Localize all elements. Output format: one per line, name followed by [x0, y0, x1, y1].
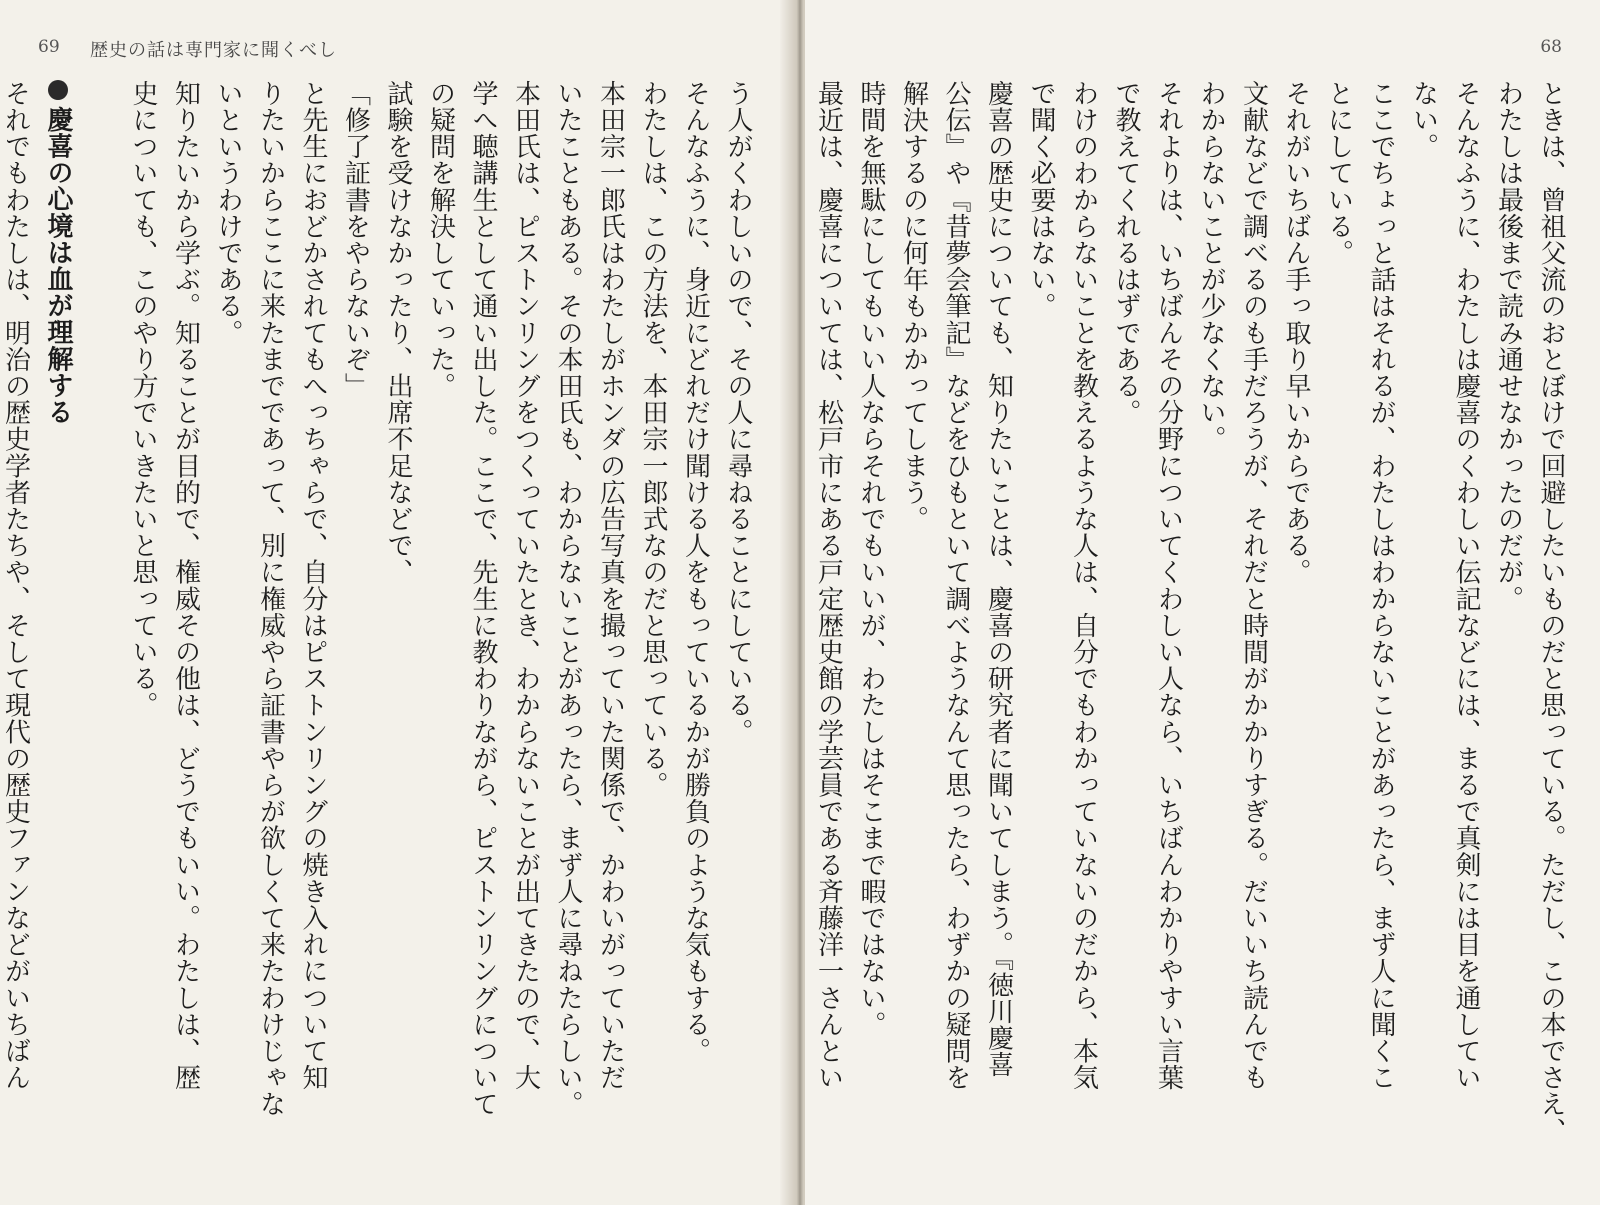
text-line: わけのわからないことを教えるような人は、自分でもわかっていないのだから、本気 — [1068, 80, 1099, 1091]
section-heading — [37, 80, 80, 1205]
text-line: りたいからここに来たまでであって、別に権威やら証書やらが欲しくて来たわけじゃな — [255, 80, 286, 1118]
text-line: わからないことが少なくない。 — [1196, 80, 1226, 453]
left-page — [0, 0, 795, 1205]
text-line: それがいちばん手っ取り早いからである。 — [1281, 80, 1311, 586]
text-line: いというわけである。 — [213, 80, 243, 346]
text-line: と先生におどかされてもへっちゃらで、自分はピストンリングの焼き入れについて知 — [298, 80, 328, 1091]
text-line: わたしは、この方法を、本田宗一郎式なのだと思っている。 — [638, 80, 668, 799]
text-line: の疑問を解決していった。 — [425, 80, 456, 400]
text-line: 文献などで調べるのも手だろうが、それだと時間がかかりすぎる。だいいち読んでも — [1238, 80, 1269, 1091]
text-line: 公伝』や『昔夢会筆記』などをひもといて調べようなんて思ったら、わずかの疑問を — [941, 80, 971, 1091]
left-page-body — [0, 80, 759, 1205]
right-page-body — [813, 80, 1572, 1205]
text-line: ここでちょっと話はそれるが、わたしはわからないことがあったら、まず人に聞くこ — [1366, 80, 1396, 1091]
text-line: ない。 — [1408, 80, 1439, 160]
text-line: 試験を受けなかったり、出席不足などで、 — [383, 80, 413, 586]
running-head: 歴史の話は専門家に聞くべし — [90, 40, 337, 61]
text-line: わたしは最後まで読み通せなかったのだが。 — [1493, 80, 1524, 612]
text-line: それでもわたしは、明治の歴史学者たちや、そして現代の歴史ファンなどがいちばん — [0, 80, 31, 1091]
text-line: 解決するのに何年もかかってしまう。 — [898, 80, 929, 533]
text-line: とにしている。 — [1323, 80, 1354, 267]
text-line: で教えてくれるはずである。 — [1111, 80, 1141, 426]
text-line: で聞く必要はない。 — [1026, 80, 1056, 320]
right-page-number: 68 — [1540, 37, 1562, 57]
text-line: それよりは、いちばんその分野についてくわしい人なら、いちばんわかりやすい言葉 — [1153, 80, 1184, 1091]
text-line: 「修了証書をやらないぞ」 — [340, 80, 371, 400]
text-line: 本田宗一郎氏はわたしがホンダの広告写真を撮っていた関係で、かわいがっていただ — [595, 80, 626, 1091]
text-line: 慶喜の歴史についても、知りたいことは、慶喜の研究者に聞いてしまう。『徳川慶喜 — [983, 80, 1014, 1078]
text-line: う人がくわしいので、その人に尋ねることにしている。 — [723, 80, 753, 745]
right-page — [805, 0, 1600, 1205]
left-page-number: 69 — [38, 37, 60, 57]
text-line: いたこともある。その本田氏も、わからないことがあったら、まず人に尋ねたらしい。 — [553, 80, 583, 1118]
text-line: ときは、曾祖父流のおとぼけで回避したいものだと思っている。ただし、この本でさえ、 — [1536, 80, 1566, 1144]
section-heading-text: 慶喜の心境は血が理解する — [43, 106, 73, 426]
text-line: 最近は、慶喜については、松戸市にある戸定歴史館の学芸員である斉藤洋一さんとい — [813, 80, 844, 1091]
text-line: 学へ聴講生として通い出した。ここで、先生に教わりながら、ピストンリングについて — [468, 80, 498, 1118]
text-line: 知りたいから学ぶ。知ることが目的で、権威その他は、どうでもいい。わたしは、歴 — [170, 80, 201, 1091]
text-line: 時間を無駄にしてもいい人ならそれでもいいが、わたしはそこまで暇ではない。 — [856, 80, 886, 1038]
bullet-icon — [48, 80, 68, 100]
blank-line — [79, 80, 122, 1205]
text-line: そんなふうに、わたしは慶喜のくわしい伝記などには、まるで真剣には目を通してい — [1451, 80, 1481, 1091]
text-line: 本田氏は、ピストンリングをつくっていたとき、わからないことが出てきたので、大 — [510, 80, 541, 1091]
text-line: そんなふうに、身近にどれだけ聞ける人をもっているかが勝負のような気もする。 — [680, 80, 711, 1065]
text-line: 史についても、このやり方でいきたいと思っている。 — [128, 80, 158, 719]
